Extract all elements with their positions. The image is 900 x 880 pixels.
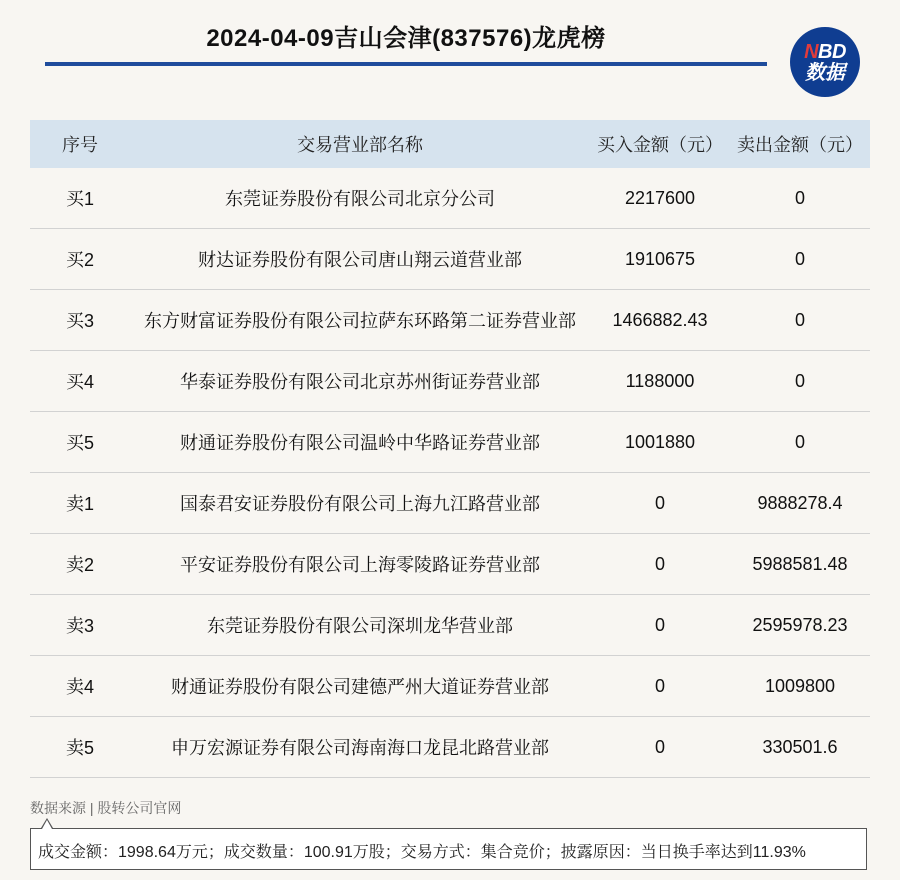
row-buy-amount: 1001880 xyxy=(624,431,696,452)
row-buy-amount: 1466882.43 xyxy=(612,309,708,330)
row-sell-amount: 0 xyxy=(794,248,805,269)
data-source: 数据来源 | 股转公司官网 xyxy=(30,800,182,816)
row-index: 卖4 xyxy=(65,677,94,697)
row-branch-name: 国泰君安证券股份有限公司上海九江路营业部 xyxy=(180,494,540,514)
row-sell-amount: 0 xyxy=(794,370,805,391)
logo-bd: BD xyxy=(818,40,846,63)
row-buy-amount: 0 xyxy=(654,675,665,696)
row-index: 买5 xyxy=(65,433,94,453)
row-branch-name: 财通证券股份有限公司温岭中华路证券营业部 xyxy=(180,433,540,453)
title-underline xyxy=(45,62,767,66)
row-branch-name: 财达证券股份有限公司唐山翔云道营业部 xyxy=(198,250,522,270)
row-index: 买2 xyxy=(65,250,94,270)
row-index: 卖3 xyxy=(65,616,94,636)
trade-summary-note: 成交金额：1998.64万元；成交数量：100.91万股；交易方式：集合竞价；披露原因：当日换手率达到11.93% xyxy=(30,828,867,870)
row-branch-name: 华泰证券股份有限公司北京苏州街证券营业部 xyxy=(180,372,540,392)
row-sell-amount: 0 xyxy=(794,309,805,330)
table-row xyxy=(30,168,870,229)
row-index: 卖2 xyxy=(65,555,94,575)
row-index: 买4 xyxy=(65,372,94,392)
table-row xyxy=(30,473,870,534)
header-buy-amount: 买入金额（元） xyxy=(597,135,723,155)
logo-n: N xyxy=(804,40,819,63)
dragon-tiger-table xyxy=(30,120,870,778)
row-buy-amount: 1188000 xyxy=(625,370,695,391)
table-row xyxy=(30,656,870,717)
row-index: 卖1 xyxy=(65,494,94,514)
table-row xyxy=(30,412,870,473)
table-row xyxy=(30,290,870,351)
row-buy-amount: 0 xyxy=(654,492,665,513)
row-branch-name: 东莞证券股份有限公司北京分公司 xyxy=(225,189,495,209)
row-sell-amount: 1009800 xyxy=(764,675,836,696)
row-buy-amount: 0 xyxy=(654,736,665,757)
header-sell-amount: 卖出金额（元） xyxy=(737,135,863,155)
row-sell-amount: 0 xyxy=(794,431,805,452)
row-sell-amount: 2595978.23 xyxy=(752,614,848,635)
row-index: 买3 xyxy=(65,311,94,331)
row-branch-name: 东莞证券股份有限公司深圳龙华营业部 xyxy=(207,616,513,636)
row-buy-amount: 0 xyxy=(654,553,665,574)
table-row xyxy=(30,595,870,656)
row-branch-name: 东方财富证券股份有限公司拉萨东环路第二证券营业部 xyxy=(144,311,576,331)
row-index: 卖5 xyxy=(65,738,94,758)
row-index: 买1 xyxy=(65,189,94,209)
row-branch-name: 平安证券股份有限公司上海零陵路证券营业部 xyxy=(180,555,540,575)
header-index: 序号 xyxy=(62,135,98,155)
table-row xyxy=(30,229,870,290)
logo-data-text: 数据 xyxy=(805,61,845,84)
row-branch-name: 申万宏源证券有限公司海南海口龙昆北路营业部 xyxy=(171,738,549,758)
table-row xyxy=(30,717,870,778)
header-branch-name: 交易营业部名称 xyxy=(297,135,423,155)
row-buy-amount: 1910675 xyxy=(624,248,696,269)
table-header xyxy=(30,120,870,168)
row-buy-amount: 2217600 xyxy=(624,187,696,208)
page-title: 2024-04-09吉山会津(837576)龙虎榜 xyxy=(206,25,606,52)
row-sell-amount: 5988581.48 xyxy=(752,553,848,574)
table-row xyxy=(30,534,870,595)
row-sell-amount: 9888278.4 xyxy=(757,492,843,513)
row-sell-amount: 0 xyxy=(794,187,805,208)
row-buy-amount: 0 xyxy=(654,614,665,635)
table-row xyxy=(30,351,870,412)
nbd-logo xyxy=(790,27,860,97)
row-branch-name: 财通证券股份有限公司建德严州大道证券营业部 xyxy=(171,677,549,697)
note-pointer-inner xyxy=(42,820,52,829)
table-body xyxy=(30,168,870,778)
row-sell-amount: 330501.6 xyxy=(762,736,838,757)
